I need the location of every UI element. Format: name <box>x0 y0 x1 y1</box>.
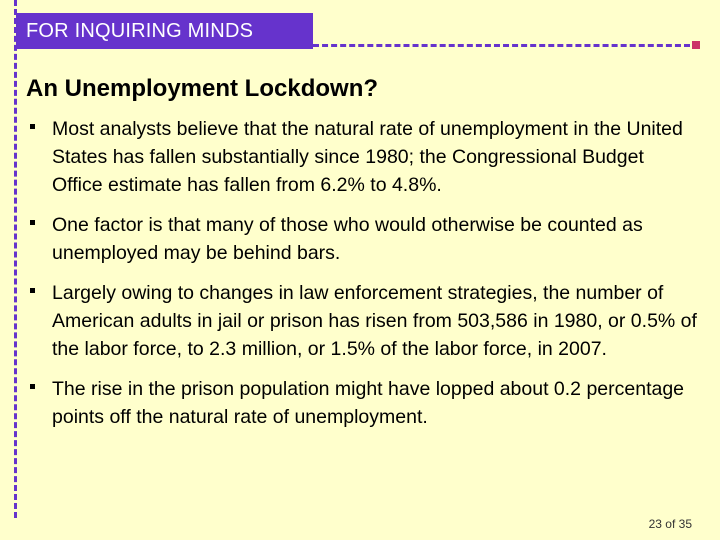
bullet-item <box>28 375 698 431</box>
section-label: FOR INQUIRING MINDS <box>16 13 313 49</box>
square-bullet-icon <box>30 384 35 389</box>
square-bullet-icon <box>30 124 35 129</box>
square-bullet-icon <box>30 220 35 225</box>
corner-square-marker <box>692 41 700 49</box>
slide-title: An Unemployment Lockdown? <box>26 75 379 102</box>
bullet-text: The rise in the prison population might have lopped about 0.2 percentage points off the natural rate of unemployment. <box>52 378 685 428</box>
bullet-text: One factor is that many of those who would otherwise be counted as unemployed may be behind bars. <box>52 214 643 264</box>
bullet-item <box>28 211 698 267</box>
page-number: 23 of 35 <box>648 517 692 531</box>
bullet-text: Most analysts believe that the natural rate of unemployment in the United States has fallen substantially since 1980; the Congressional Budget Office estimate has fallen from 6.2% to 4.8%. <box>52 118 683 196</box>
bullet-text: Largely owing to changes in law enforcement strategies, the number of American adults in jail or prison has risen from 503,586 in 1980, or 0.5% of the labor force, to 2.3 million, or 1.5% of the labor force, in 2007. <box>52 282 697 360</box>
bullet-item <box>28 115 698 199</box>
bullet-item <box>28 279 698 363</box>
bullet-list <box>28 115 698 443</box>
left-dashed-border <box>14 0 17 518</box>
top-dashed-rule <box>313 44 690 47</box>
square-bullet-icon <box>30 288 35 293</box>
